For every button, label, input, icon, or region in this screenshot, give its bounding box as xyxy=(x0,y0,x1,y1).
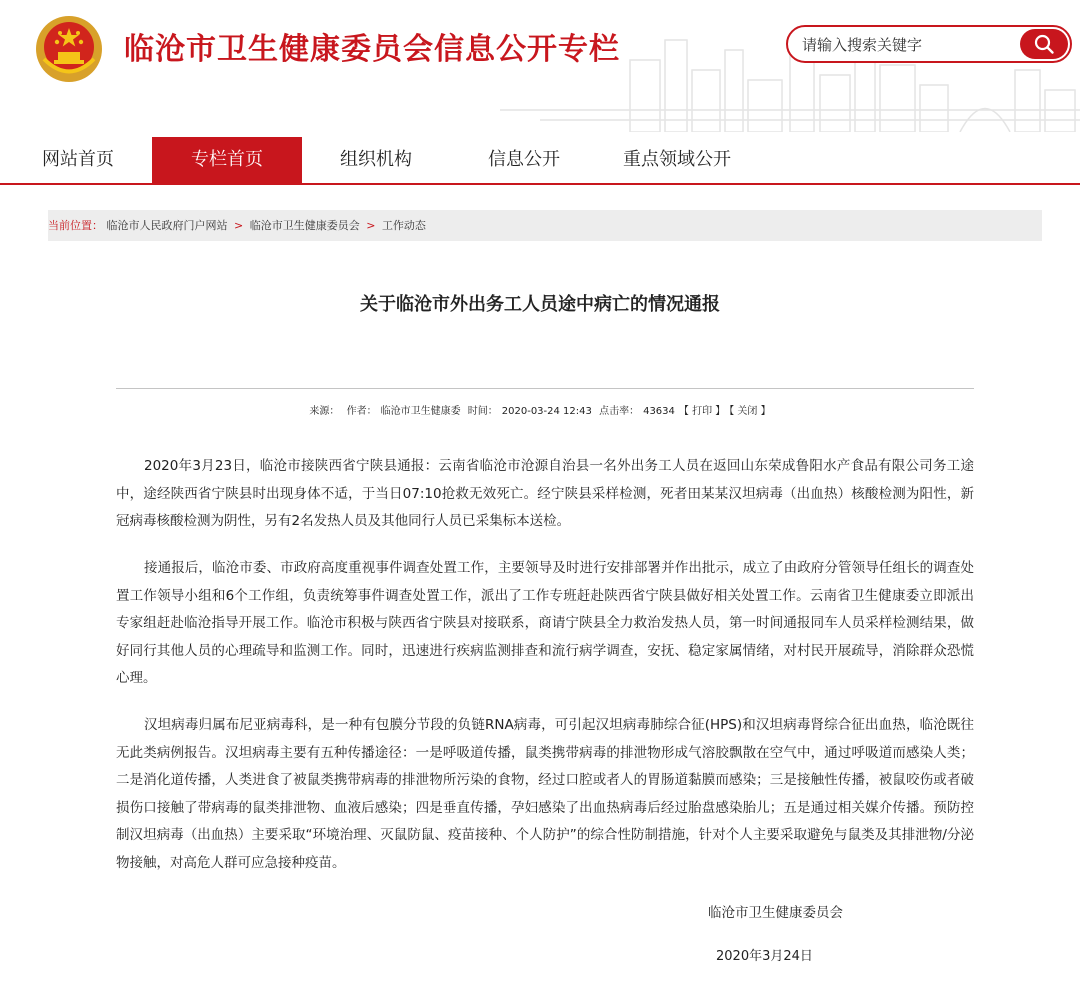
breadcrumb-label: 当前位置： xyxy=(48,219,103,232)
meta-clicks-label: 点击率： xyxy=(599,406,640,417)
meta-author-label: 作者： xyxy=(346,406,377,417)
meta-time: 2020-03-24 12:43 xyxy=(501,406,592,417)
nav-item-column-home[interactable]: 专栏首页 xyxy=(152,137,302,183)
main-nav xyxy=(0,137,1080,185)
article-paragraph: 2020年3月23日，临沧市接陕西省宁陕县通报：云南省临沧市沧源自治县一名外出务工人员在返回山东荣成鲁阳水产食品有限公司务工途中，途经陕西省宁陕县时出现身体不适，于当日07:10抢救无效死亡。经宁陕县采样检测，死者田某某汉坦病毒（出血热）核酸检测为阳性，新冠病毒核酸检测为阴性，另有2名发热人员及其他同行人员已采集标本送检。 xyxy=(116,458,974,529)
meta-author: 临沧市卫生健康委 xyxy=(380,406,461,417)
nav-item-site-home[interactable]: 网站首页 xyxy=(42,149,114,170)
breadcrumb-separator: > xyxy=(234,219,244,232)
breadcrumb-link-work-news[interactable]: 工作动态 xyxy=(381,219,426,232)
nav-item-organization[interactable]: 组织机构 xyxy=(340,149,412,170)
article-title: 关于临沧市外出务工人员途中病亡的情况通报 xyxy=(360,294,720,315)
site-title: 临沧市卫生健康委员会信息公开专栏 xyxy=(124,32,620,67)
print-button[interactable]: 【 打印 】 xyxy=(678,406,726,417)
meta-clicks: 43634 xyxy=(643,406,675,417)
article-signature: 临沧市卫生健康委员会 xyxy=(708,905,843,921)
breadcrumb-link-city-portal[interactable]: 临沧市人民政府门户网站 xyxy=(106,219,228,232)
title-divider xyxy=(116,388,974,389)
article-paragraph: 汉坦病毒归属布尼亚病毒科，是一种有包膜分节段的负链RNA病毒，可引起汉坦病毒肺综合征(HPS)和汉坦病毒肾综合征出血热，临沧既往无此类病例报告。汉坦病毒主要有五种传播途径：一是呼吸道传播，鼠类携带病毒的排泄物形成气溶胶飘散在空气中，通过呼吸道而感染人类；二是消化道传播，人类进食了被鼠类携带病毒的排泄物所污染的食物，经过口腔或者人的胃肠道黏膜而感染；三是接触性传播，被鼠咬伤或者破损伤口接触了带病毒的鼠类排泄物、血液后感染；四是垂直传播，孕妇感染了出血热病毒后经过胎盘感染胎儿；五是通过相关媒介传播。预防控制汉坦病毒（出血热）主要采取“环境治理、灭鼠防鼠、疫苗接种、个人防护”的综合性防制措施，针对个人主要采取避免与鼠类及其排泄物/分泌物接触，对高危人群可应急接种疫苗。 xyxy=(116,717,974,871)
breadcrumb-link-health-commission[interactable]: 临沧市卫生健康委员会 xyxy=(249,219,360,232)
meta-time-label: 时间： xyxy=(467,406,498,417)
close-button[interactable]: 【 关闭 】 xyxy=(729,406,771,417)
breadcrumb-separator: > xyxy=(366,219,376,232)
search-input[interactable] xyxy=(802,33,1017,57)
article-date: 2020年3月24日 xyxy=(716,949,813,964)
search-button[interactable] xyxy=(1020,29,1068,59)
breadcrumb xyxy=(48,210,1042,241)
article-paragraph: 接通报后，临沧市委、市政府高度重视事件调查处置工作，主要领导及时进行安排部署并作出批示，成立了由政府分管领导任组长的调查处置工作领导小组和6个工作组，负责统筹事件调查处置工作，派出了工作专班赶赴陕西省宁陕县做好相关处置工作。云南省卫生健康委立即派出专家组赶赴临沧指导开展工作。临沧市积极与陕西省宁陕县对接联系，商请宁陕县全力救治发热人员，第一时间通报同车人员采样检测结果，做好同行其他人员的心理疏导和监测工作。同时，迅速进行疾病监测排查和流行病学调查，安抚、稳定家属情绪，对村民开展疏导，消除群众恐慌心理。 xyxy=(116,560,974,686)
nav-item-info-disclosure[interactable]: 信息公开 xyxy=(488,149,560,170)
header xyxy=(0,0,1080,132)
nav-item-key-areas[interactable]: 重点领域公开 xyxy=(623,149,731,170)
meta-source-label: 来源： xyxy=(309,406,340,417)
article-meta xyxy=(0,402,1080,417)
national-emblem-icon xyxy=(34,14,104,84)
search-icon xyxy=(1033,33,1055,55)
search-box xyxy=(786,25,1072,63)
